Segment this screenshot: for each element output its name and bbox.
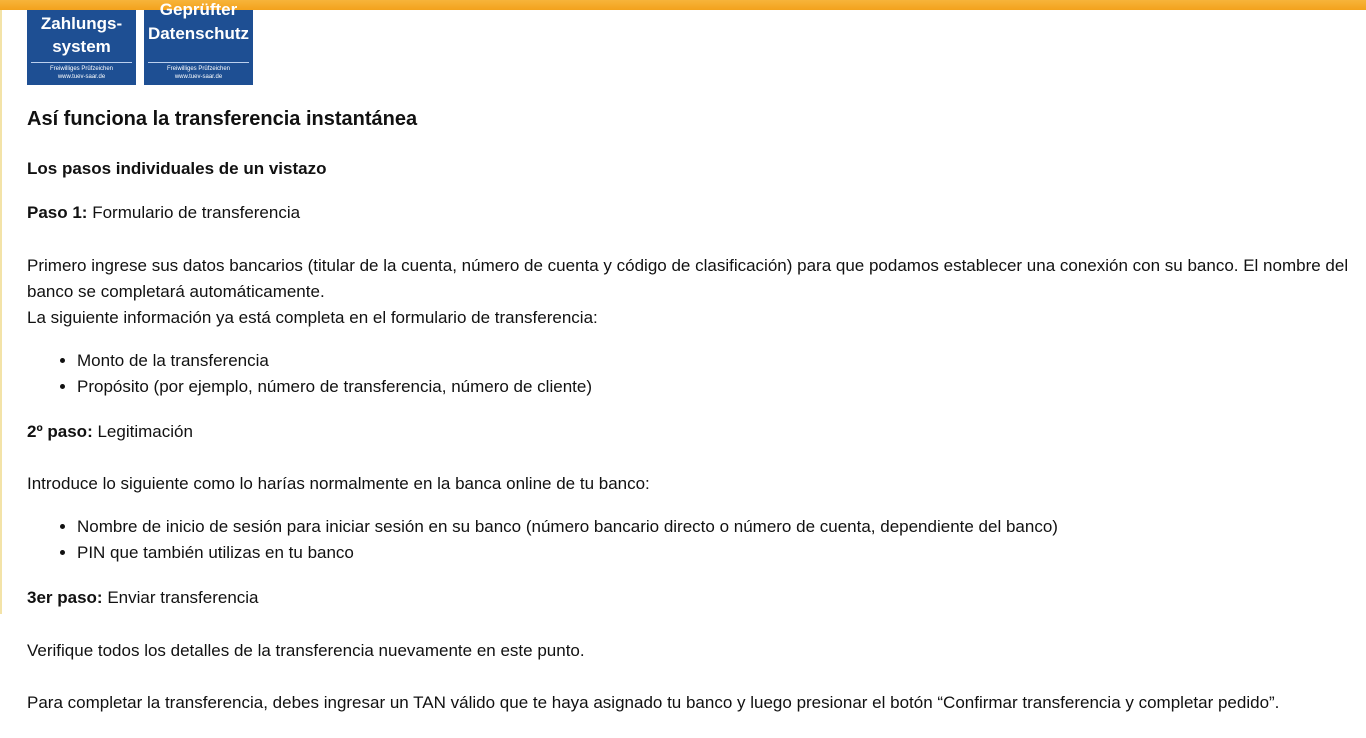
badge-divider [31, 62, 132, 63]
step2-list [27, 514, 1058, 566]
left-divider [0, 10, 2, 614]
badge-url: www.tuev-saar.de [174, 74, 223, 80]
badge-url: www.tuev-saar.de [57, 74, 106, 80]
step3-title: Enviar transferencia [102, 588, 259, 607]
step2-description: Introduce lo siguiente como lo harías normalmente en la banca online de tu banco: [27, 474, 650, 493]
step1-heading [27, 200, 300, 226]
step2-label: 2º paso: [27, 422, 93, 441]
step1-label: Paso 1: [27, 203, 88, 222]
list-item: • Propósito (por ejemplo, número de transferencia, número de cliente) [77, 374, 592, 400]
badge-title-line2: system [52, 37, 111, 56]
step2-title: Legitimación [92, 422, 193, 441]
page-title: Así funciona la transferencia instantánea [27, 108, 418, 130]
badge-caption: Freiwilliges Prüfzeichen [49, 66, 114, 72]
step2-heading [27, 419, 193, 445]
step3-description: Verifique todos los detalles de la transferencia nuevamente en este punto. [27, 641, 585, 660]
step1-title: Formulario de transferencia [87, 203, 301, 222]
step1-info-intro: La siguiente información ya está completa en el formulario de transferencia: [27, 308, 598, 327]
badge-zahlungssystem [27, 10, 136, 85]
step1-list [27, 348, 592, 400]
step3-heading [27, 585, 259, 611]
list-item: • Monto de la transferencia [77, 348, 592, 374]
badge-title-line1: Geprüfter [159, 0, 238, 19]
section-subtitle: Los pasos individuales de un vistazo [27, 159, 327, 178]
badge-title-line1: Zahlungs- [40, 14, 123, 33]
badge-datenschutz [144, 0, 253, 85]
badge-title-line2: Datenschutz [147, 24, 250, 43]
badge-caption: Freiwilliges Prüfzeichen [166, 66, 231, 72]
step3-instructions: Para completar la transferencia, debes ingresar un TAN válido que te haya asignado tu banco y luego presionar el botón “Confirmar transferencia y completar pedido”. [27, 693, 1280, 712]
list-item: • Nombre de inicio de sesión para iniciar sesión en su banco (número bancario directo o número de cuenta, dependiente del banco) [77, 514, 1058, 540]
step1-description: Primero ingrese sus datos bancarios (titular de la cuenta, número de cuenta y código de clasificación) para que podamos establecer una conexión con su banco. El nombre del banco se completará automáticamente. [27, 256, 1349, 301]
step3-label: 3er paso: [27, 588, 103, 607]
list-item: • PIN que también utilizas en tu banco [77, 540, 1058, 566]
badge-divider [148, 62, 249, 63]
trust-badges [27, 0, 253, 85]
